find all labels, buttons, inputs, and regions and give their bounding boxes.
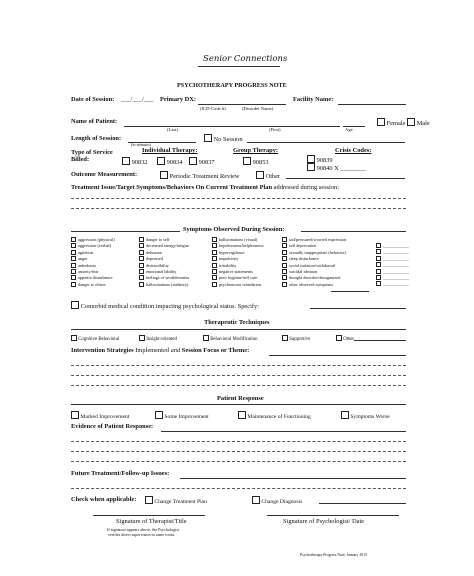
patient-name-label: Name of Patient: <box>71 118 118 125</box>
response-maintenance[interactable]: Maintenance of Functioning <box>238 411 311 421</box>
symptom-item[interactable]: hopelessness/helplessness <box>212 243 264 249</box>
techniques-rule <box>71 329 406 330</box>
symptom-blank-item[interactable]: ____________ <box>376 269 409 275</box>
billed-label: Billed: <box>71 156 90 163</box>
length-caption: (in minutes) <box>131 142 151 147</box>
symptom-blank-item[interactable]: ____________ <box>376 275 409 281</box>
intervention-line-2[interactable] <box>71 375 406 376</box>
disorder-caption: (Disorder Name) <box>242 106 274 111</box>
technique-behavioral[interactable]: Behavioral Modification <box>203 335 258 343</box>
code-90834[interactable] <box>157 157 183 166</box>
change-dx-label: Change Diagnosis <box>261 499 303 505</box>
outcome-other-option[interactable] <box>256 171 280 180</box>
symptom-blank-item[interactable]: ____________ <box>376 256 409 262</box>
comorbid-field[interactable] <box>310 308 406 309</box>
no-session-reason-field[interactable] <box>247 142 405 143</box>
no-session-label: No Session <box>213 136 243 143</box>
symptom-item[interactable]: hallucinations (auditory) <box>139 282 189 288</box>
code-90834-checkbox[interactable] <box>157 157 165 165</box>
technique-insight[interactable]: Insight-oriented <box>139 335 177 343</box>
technique-cognitive[interactable]: Cognitive Behavioral <box>71 335 119 343</box>
intervention-line-3[interactable] <box>71 385 406 386</box>
intervention-label-and: and <box>170 347 181 354</box>
symptom-item[interactable]: emotional lability <box>139 269 189 275</box>
evidence-field[interactable] <box>161 431 406 432</box>
future-line-1[interactable] <box>71 488 406 489</box>
code-90853[interactable] <box>243 157 269 166</box>
age-caption: Age <box>345 127 353 132</box>
length-label: Length of Session: <box>71 135 122 142</box>
code-90839-label: 90839 <box>316 157 333 164</box>
comorbid-checkbox[interactable] <box>71 301 79 309</box>
code-90837-checkbox[interactable] <box>189 157 197 165</box>
techniques-heading: Therapeutic Techniques <box>204 319 270 326</box>
signature-note-line-1: If signature appears above, the Psychologist <box>107 527 180 532</box>
change-plan-checkbox[interactable] <box>145 496 153 504</box>
intervention-label <box>71 348 249 354</box>
symptom-col-5 <box>376 243 409 288</box>
symptom-item[interactable]: decreased energy/fatigue <box>139 243 189 249</box>
other-symptoms-field[interactable] <box>331 291 369 292</box>
symptom-item[interactable]: danger to self <box>139 237 189 243</box>
therapist-signature-caption: Signature of Therapist/Title <box>116 518 187 525</box>
symptom-item[interactable]: suicidal ideation <box>282 269 346 275</box>
symptom-col-4 <box>282 237 346 288</box>
female-checkbox[interactable] <box>377 118 385 126</box>
symptom-col-1 <box>71 237 115 288</box>
symptoms-heading: Symptoms Observed During Session: <box>183 226 285 233</box>
symptom-item[interactable]: danger to others <box>71 282 115 288</box>
comorbid-label: Comorbid medical condition impacting psychological status. Specify: <box>80 303 259 310</box>
outcome-label: Outcome Measurement: <box>71 171 138 178</box>
footer-text: Psychotherapy Progress Note, January 2015 <box>300 553 367 557</box>
code-90853-checkbox[interactable] <box>243 157 251 165</box>
symptom-item[interactable]: poor hygiene/self care <box>212 275 264 281</box>
symptom-item[interactable]: agitation <box>71 250 115 256</box>
patient-name-field[interactable] <box>124 126 340 127</box>
symptom-item[interactable]: social isolation/withdrawal <box>282 263 346 269</box>
symptom-item[interactable]: impulsivity <box>212 256 264 262</box>
date-field[interactable]: ___/___/___ <box>121 96 154 103</box>
patient-response-heading: Patient Response <box>217 395 264 402</box>
intervention-line-1[interactable] <box>71 365 406 366</box>
symptom-col-3 <box>212 237 264 288</box>
facility-label: Facility Name: <box>293 96 334 103</box>
symptom-item[interactable]: hallucinations (visual) <box>212 237 264 243</box>
technique-other-field[interactable] <box>354 340 406 341</box>
treatment-issue-line-1[interactable] <box>71 198 406 199</box>
therapist-signature-line[interactable] <box>93 515 205 516</box>
symptom-item[interactable]: feelings of worthlessness <box>139 275 189 281</box>
code-90832-label: 90832 <box>131 159 148 166</box>
evidence-line-2[interactable] <box>71 451 406 452</box>
check-label: Check when applicable: <box>71 496 137 503</box>
code-90839-checkbox[interactable] <box>307 155 315 163</box>
code-90837[interactable] <box>189 157 215 166</box>
symptom-item[interactable]: delusions <box>139 250 189 256</box>
evidence-line-3[interactable] <box>71 461 406 462</box>
outcome-other-label: Other <box>265 173 281 180</box>
code-90840[interactable] <box>307 163 366 172</box>
change-dx-checkbox[interactable] <box>252 496 260 504</box>
change-plan-option[interactable] <box>145 496 207 506</box>
female-option[interactable] <box>377 118 405 127</box>
symptom-item[interactable]: appetite disturbance <box>71 275 115 281</box>
symptom-item[interactable]: anger <box>71 256 115 262</box>
code-90837-label: 90837 <box>198 159 215 166</box>
treatment-issue-label <box>71 185 339 191</box>
symptoms-rule-left <box>71 231 180 232</box>
org-name: Senior Connections <box>203 54 288 64</box>
signature-note-line-2: verifies direct supervision in same room. <box>108 532 175 537</box>
date-label: Date of Session: <box>71 96 115 103</box>
symptom-item[interactable]: self deprecation <box>282 243 346 249</box>
symptom-item[interactable]: depressed <box>139 256 189 262</box>
org-underline <box>198 66 280 67</box>
symptom-item[interactable]: distractibility <box>139 263 189 269</box>
future-field[interactable] <box>180 478 406 479</box>
code-90853-label: 90853 <box>252 159 269 166</box>
intervention-label-mid: Implemented <box>135 347 169 354</box>
symptom-blank-item[interactable]: ____________ <box>376 249 409 255</box>
evidence-line-1[interactable] <box>71 441 406 442</box>
last-caption: (Last) <box>167 127 178 132</box>
group-therapy-heading: Group Therapy: <box>233 147 279 154</box>
female-label: Female <box>386 120 406 127</box>
symptom-blank-item[interactable]: ____________ <box>376 243 409 249</box>
symptom-item[interactable]: other observed symptoms <box>282 282 346 288</box>
code-90840-label: 90840 X <box>316 165 339 172</box>
evidence-label: Evidence of Patient Response: <box>71 423 154 430</box>
crisis-codes-heading: Crisis Codes: <box>335 147 372 154</box>
intervention-label-bold: Intervention Strategies <box>71 347 134 354</box>
periodic-review-label: Periodic Treatment Review <box>169 173 240 180</box>
treatment-issue-line-2[interactable] <box>71 208 406 209</box>
symptom-item[interactable]: irritability <box>212 263 264 269</box>
intervention-field[interactable] <box>269 355 406 356</box>
icd-caption: (ICD-Code #) <box>200 106 226 111</box>
symptom-item[interactable]: negative statements <box>212 269 264 275</box>
periodic-review-option[interactable] <box>160 171 240 180</box>
periodic-review-checkbox[interactable] <box>160 171 168 179</box>
type-of-service-label: Type of Service <box>71 149 113 156</box>
symptom-item[interactable]: psychomotor retardation <box>212 282 264 288</box>
primary-dx-label: Primary DX: <box>160 96 197 103</box>
individual-therapy-heading: Individual Therapy: <box>142 147 198 154</box>
code-90832[interactable] <box>122 157 148 166</box>
symptom-item[interactable]: thought disorder/disorganized <box>282 275 346 281</box>
male-option[interactable] <box>407 118 430 127</box>
response-marked[interactable]: Marked Improvement <box>71 411 129 421</box>
crisis-x-field[interactable]: ________ <box>340 165 366 172</box>
symptom-item[interactable]: anxiety/fear <box>71 269 115 275</box>
change-plan-label: Change Treatment Plan <box>154 499 207 505</box>
change-dx-field[interactable] <box>319 503 406 504</box>
no-session-option[interactable] <box>204 134 243 143</box>
male-label: Male <box>416 120 430 127</box>
facility-field[interactable] <box>338 104 406 105</box>
symptom-item[interactable]: sleep disturbance <box>282 256 346 262</box>
code-90834-label: 90834 <box>166 159 183 166</box>
response-worse[interactable]: Symptoms Worse <box>341 411 390 421</box>
symptom-col-2 <box>139 237 189 288</box>
symptom-item[interactable]: hypervigilance <box>212 250 264 256</box>
symptom-item[interactable]: aggression (physical) <box>71 237 115 243</box>
first-caption: (First) <box>269 127 281 132</box>
symptom-blank-item[interactable]: ____________ <box>376 281 409 287</box>
male-checkbox[interactable] <box>407 118 415 126</box>
patient-response-rule <box>71 404 406 405</box>
treatment-issue-label-tail: addressed during session: <box>273 184 339 191</box>
no-session-checkbox[interactable] <box>204 134 212 142</box>
response-some[interactable]: Some Improvement <box>155 411 209 421</box>
code-90832-checkbox[interactable] <box>122 157 130 165</box>
form-title: PSYCHOTHERAPY PROGRESS NOTE <box>177 82 287 89</box>
change-dx-option[interactable] <box>252 496 302 506</box>
outcome-other-checkbox[interactable] <box>256 171 264 179</box>
technique-supportive[interactable]: Supportive <box>282 335 310 343</box>
code-90840-checkbox[interactable] <box>307 163 315 171</box>
future-label: Future Treatment/Follow-up Issues: <box>71 470 170 477</box>
primary-dx-field[interactable] <box>198 104 286 105</box>
outcome-other-field[interactable] <box>286 178 405 179</box>
symptoms-rule-right <box>301 231 406 232</box>
comorbid-option[interactable] <box>71 301 259 310</box>
technique-other[interactable]: Other <box>336 335 354 343</box>
symptom-item[interactable]: aggression (verbal) <box>71 243 115 249</box>
symptom-item[interactable]: sexually inappropriate (behavior) <box>282 250 346 256</box>
symptom-blank-item[interactable]: ____________ <box>376 262 409 268</box>
intervention-label-tail: Session Focus or Theme: <box>181 347 250 354</box>
psychologist-signature-line[interactable] <box>267 515 399 516</box>
symptom-item[interactable]: sad/pressured/worried expression <box>282 237 346 243</box>
symptom-item[interactable]: anhedonia <box>71 263 115 269</box>
treatment-issue-label-bold: Treatment Issue/Target Symptoms/Behaviors On Current Treatment Plan <box>71 184 273 191</box>
psychologist-signature-caption: Signature of Psychologist/ Date <box>283 518 365 525</box>
